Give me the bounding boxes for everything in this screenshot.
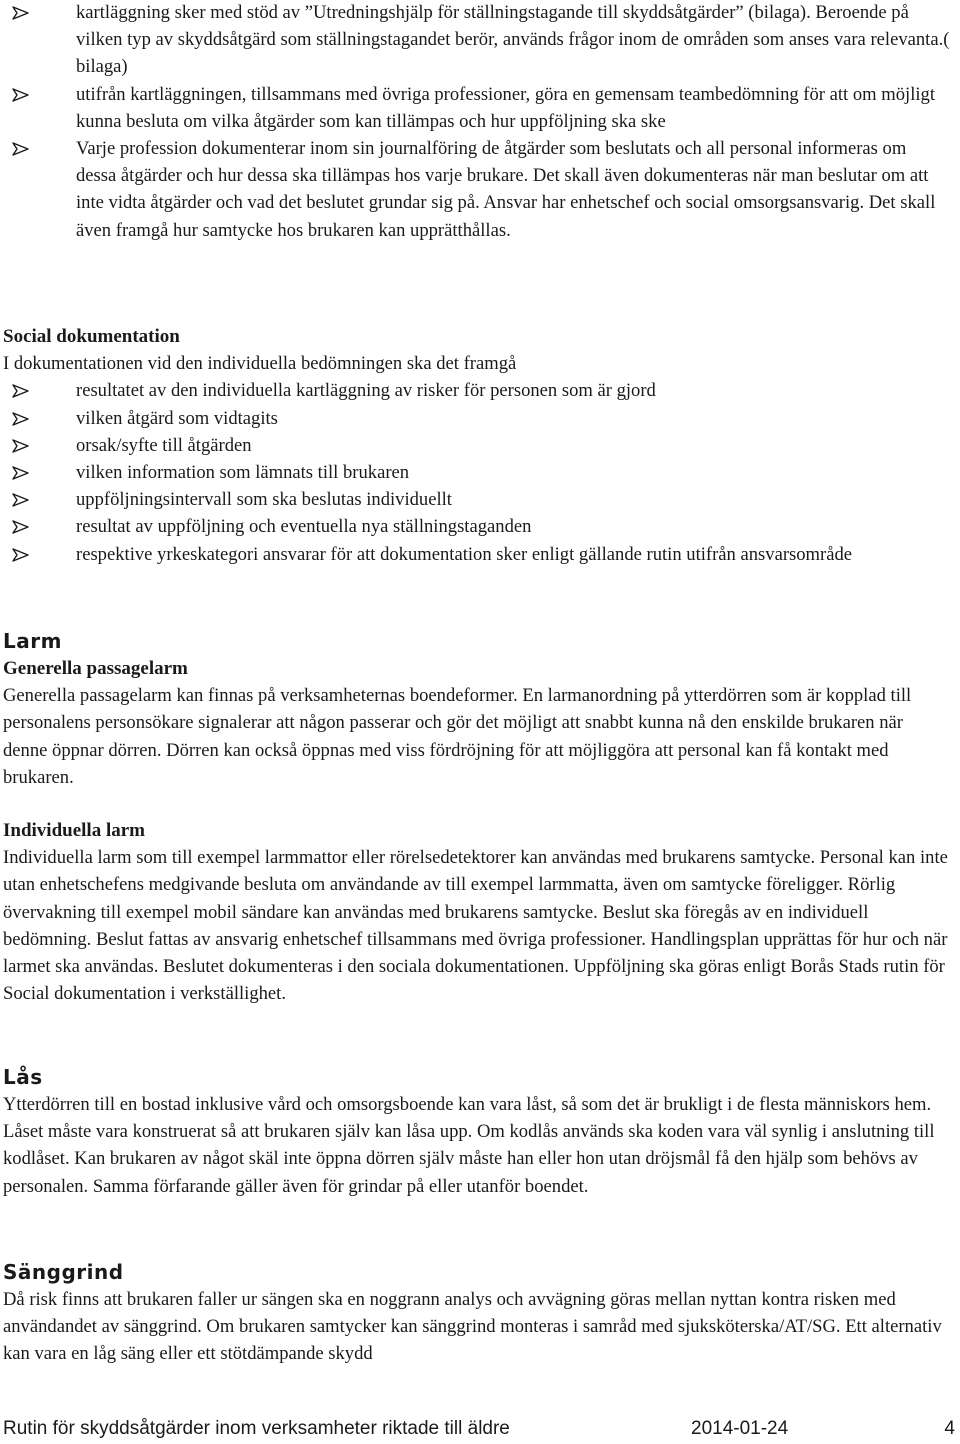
arrow-bullet-icon — [12, 520, 30, 534]
bullet-item — [3, 405, 950, 432]
larm-heading: Larm — [3, 629, 62, 653]
social-dokumentation-section — [3, 323, 950, 568]
top-bullet-section — [3, 0, 950, 244]
arrow-bullet-icon — [12, 412, 30, 426]
bullet-item — [3, 541, 950, 568]
footer-title: Rutin för skyddsåtgärder inom verksamheter riktade till äldre — [3, 1418, 510, 1439]
arrow-bullet-icon — [12, 493, 30, 507]
las-body: Ytterdörren till en bostad inklusive vård och omsorgsboende kan vara låst, så som det är brukligt i de flesta människors hem. Låset måste vara konstruerat så att brukaren själv kan låsa upp. Om kodlås används ska koden vara väl synlig i anslutning till kodlåset. Kan brukaren av något skäl inte öppna dörren själv måste han eller hon utan dröjsmål få den hjälp som behövs av personalen. Samma förfarande gäller även för grindar på eller utanför boendet. — [3, 1094, 935, 1197]
bullet-text: resultatet av den individuella kartläggning av risker för personen som är gjord — [76, 380, 656, 402]
arrow-bullet-icon — [12, 466, 30, 480]
bullet-text: Varje profession dokumenterar inom sin journalföring de åtgärder som beslutats och all personal informeras om dessa åtgärder och hur dessa ska tillämpas hos varje brukare. Det skall även dokumenteras när man beslutar om att inte vidta åtgärder och vad det beslutet grundar sig på. Ansvar har enhetschef och social omsorgsansvarig. Det skall även framgå hur samtycke hos brukaren kan upprätthållas. — [76, 138, 936, 241]
sanggrind-section — [3, 1258, 950, 1368]
sanggrind-heading: Sänggrind — [3, 1260, 124, 1284]
bullet-item — [3, 0, 950, 81]
bullet-text: respektive yrkeskategori ansvarar för att dokumentation sker enligt gällande rutin utifrån ansvarsområde — [76, 543, 853, 565]
bullet-text: vilken information som lämnats till brukaren — [76, 462, 410, 484]
las-heading: Lås — [3, 1065, 43, 1089]
bullet-text: utifrån kartläggningen, tillsammans med övriga professioner, göra en gemensam teambedömning för att om möjligt kunna besluta om vilka åtgärder som kan tillämpas och hur uppföljning ska ske — [76, 83, 935, 132]
bullet-text: uppföljningsintervall som ska beslutas individuellt — [76, 489, 452, 511]
arrow-bullet-icon — [12, 384, 30, 398]
bullet-item — [3, 377, 950, 404]
arrow-bullet-icon — [12, 548, 30, 562]
bullet-item — [3, 81, 950, 135]
generella-passagelarm-heading: Generella passagelarm — [3, 658, 188, 679]
bullet-item — [3, 432, 950, 459]
bullet-text: kartläggning sker med stöd av ”Utredningshjälp för ställningstagande till skyddsåtgärder” (bilaga). Beroende på vilken typ av skyddsåtgärd som ställningstagandet berör, används frågor inom de områden som anses vara relevanta.( bilaga) — [76, 2, 950, 78]
arrow-bullet-icon — [12, 439, 30, 453]
las-section — [3, 1063, 950, 1200]
arrow-bullet-icon — [12, 142, 30, 156]
individuella-larm-section — [3, 817, 950, 1007]
individuella-larm-heading: Individuella larm — [3, 820, 145, 841]
social-dokumentation-heading: Social dokumentation — [3, 326, 180, 347]
generella-passagelarm-body: Generella passagelarm kan finnas på verksamheternas boendeformer. En larmanordning på ytterdörren som är kopplad till personalens personsökare signalerar att någon passerar och gör det möjligt att snabbt kunna nå den enskilde brukaren när denne öppnar dörren. Dörren kan också öppnas med viss fördröjning för att möjliggöra att personal kan få kontakt med brukaren. — [3, 685, 912, 788]
bullet-text: orsak/syfte till åtgärden — [76, 434, 252, 456]
bullet-item — [3, 135, 950, 244]
social-dokumentation-list — [3, 377, 950, 567]
arrow-bullet-icon — [12, 88, 30, 102]
social-dokumentation-intro: I dokumentationen vid den individuella bedömningen ska det framgå — [3, 353, 517, 375]
top-bullet-list — [3, 0, 950, 244]
larm-section — [3, 627, 950, 791]
individuella-larm-body: Individuella larm som till exempel larmmattor eller rörelsedetektorer kan användas med brukarens samtycke. Personal kan inte utan enhetschefens medgivande besluta om användande av till exempel larmmatta, även om samtycke föreligger. Rörlig övervakning till exempel mobil sändare kan användas med brukarens samtycke. Beslut ska föregås av en individuell bedömning. Beslut fattas av ansvarig enhetschef tillsammans med övriga professioner. Handlingsplan upprättas för hur och när larmet ska användas. Beslutet dokumenteras i den sociala dokumentationen. Uppföljning ska göras enligt Borås Stads rutin för Social dokumentation i verkställighet. — [3, 847, 948, 1005]
bullet-text: vilken åtgärd som vidtagits — [76, 407, 278, 429]
page-footer — [3, 1416, 955, 1442]
footer-date: 2014-01-24 — [691, 1418, 789, 1439]
bullet-item — [3, 486, 950, 513]
sanggrind-body: Då risk finns att brukaren faller ur sängen ska en noggrann analys och avvägning göras mellan nyttan kontra risken med användandet av sänggrind. Om brukaren samtycker kan sänggrind monteras i samråd med sjuksköterska/AT/SG. Ett alternativ kan vara en låg säng eller ett stötdämpande skydd — [3, 1289, 942, 1365]
footer-page-number: 4 — [944, 1418, 955, 1439]
bullet-item — [3, 459, 950, 486]
bullet-item — [3, 513, 950, 540]
arrow-bullet-icon — [12, 6, 30, 20]
bullet-text: resultat av uppföljning och eventuella nya ställningstaganden — [76, 516, 532, 538]
